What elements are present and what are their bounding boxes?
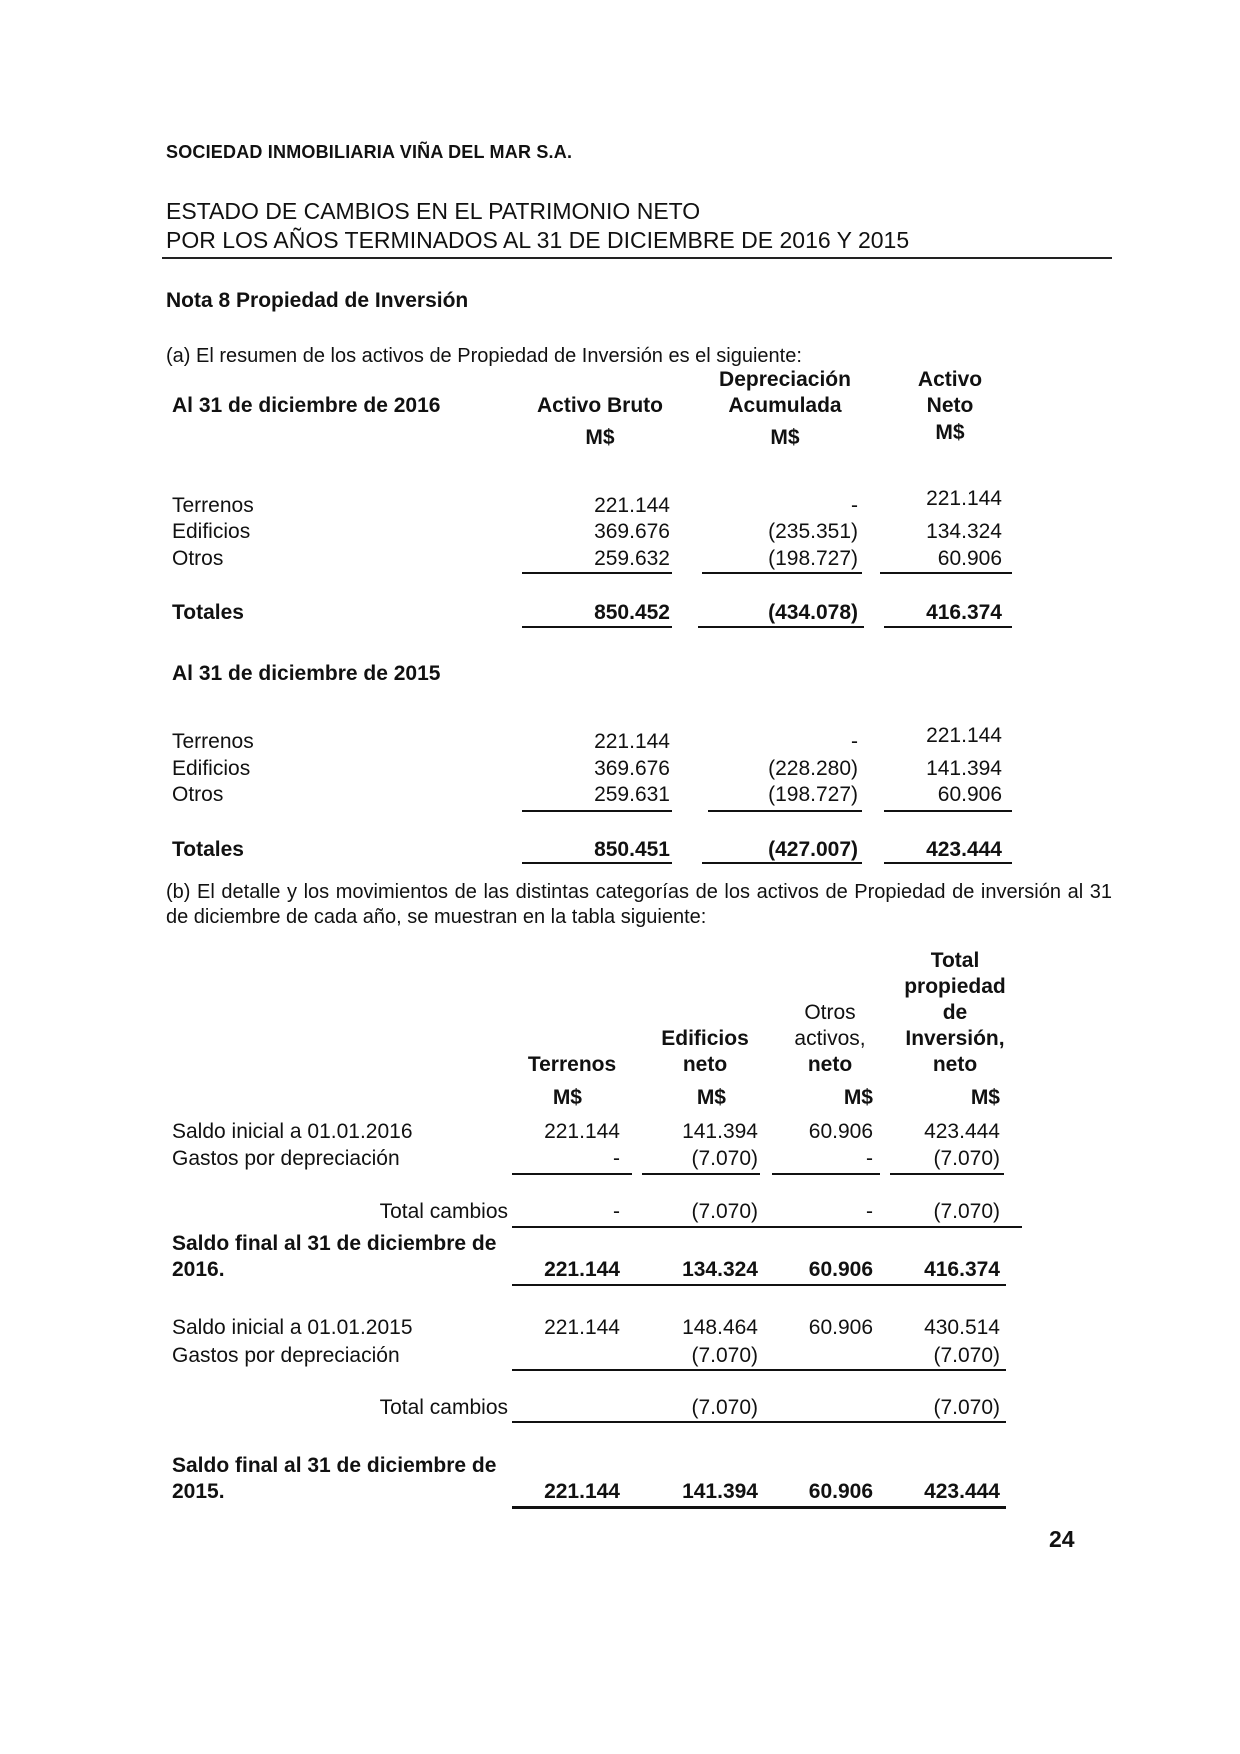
row-total-cambios-label: Total cambios [379,1200,508,1223]
cell-terrenos: 221.144 [544,1258,620,1281]
cell-edificios: (7.070) [691,1344,758,1367]
cell-otros: 60.906 [808,1316,873,1339]
col-header-total-4: Inversión, [905,1027,1005,1050]
col-header-total-5: neto [932,1053,978,1076]
cell-edificios: 134.324 [682,1258,758,1281]
col-unit-depreciacion: M$ [770,426,800,449]
cell-bruto: 369.676 [594,520,670,543]
cell-edificios: (7.070) [691,1200,758,1223]
col-header-total-1: Total [930,949,980,972]
col-unit-edificios: M$ [696,1086,726,1109]
cell-edificios: 141.394 [682,1120,758,1143]
cell-total: 416.374 [924,1258,1000,1281]
total-rule [522,626,672,628]
row-saldo-final-label-2: 2016. [172,1258,225,1281]
cell-terrenos: 221.144 [544,1480,620,1503]
cell-terrenos: - [613,1147,620,1170]
col-header-activo-neto-2: Neto [926,394,974,417]
col-unit-bruto: M$ [585,426,615,449]
cell-bruto: 259.631 [594,783,670,806]
subtotal-rule [880,572,1012,574]
cell-otros: 60.906 [808,1480,873,1503]
col-unit-otros: M$ [843,1086,873,1109]
cell-neto: 134.324 [926,520,1002,543]
col-unit-neto: M$ [935,421,965,444]
total-rule [698,626,864,628]
cell-terrenos: - [613,1200,620,1223]
total-rule [512,1284,1006,1286]
subtotal-rule [642,1173,760,1175]
statement-title-line2: POR LOS AÑOS TERMINADOS AL 31 DE DICIEMBRE DE 2016 Y 2015 [166,227,910,253]
col-header-otros-2: activos, [794,1027,866,1050]
cell-neto: 221.144 [926,487,1002,510]
cell-depreciacion: - [851,730,858,753]
total-rule [884,626,1012,628]
total-rule [522,862,672,864]
cell-neto: 60.906 [937,547,1002,570]
subtotal-rule [890,1173,1004,1175]
cell-depreciacion: (198.727) [768,783,858,806]
subtotal-rule [522,810,672,812]
page-number: 24 [1049,1526,1075,1552]
row-label: Edificios [172,520,251,543]
section-rule [512,1226,1022,1228]
cell-depreciacion: (235.351) [768,520,858,543]
row-label: Edificios [172,757,251,780]
totals-label: Totales [172,601,244,624]
row-total-cambios-label: Total cambios [379,1396,508,1419]
col-header-otros-3: neto [807,1053,853,1076]
subtotal-rule [512,1369,1006,1371]
cell-depreciacion: - [851,494,858,517]
row-saldo-inicial-label: Saldo inicial a 01.01.2015 [172,1316,413,1339]
subtotal-rule [512,1173,632,1175]
total-bruto: 850.451 [594,838,670,861]
cell-edificios: 141.394 [682,1480,758,1503]
cell-otros: - [866,1200,873,1223]
cell-otros: - [866,1147,873,1170]
col-header-activo-bruto: Activo Bruto [537,394,663,417]
total-depreciacion: (427.007) [768,838,858,861]
note-title: Nota 8 Propiedad de Inversión [166,289,469,312]
cell-total: 423.444 [924,1120,1000,1143]
subtotal-rule [772,1173,880,1175]
subtotal-rule [702,572,862,574]
total-rule [884,862,1012,864]
row-label: Otros [172,783,224,806]
cell-total: (7.070) [933,1147,1000,1170]
section-a-intro: (a) El resumen de los activos de Propiedad de Inversión es el siguiente: [166,345,802,367]
section-b-intro: (b) El detalle y los movimientos de las distintas categorías de los activos de Propiedad de inversión al 31 de diciembre de cada año, se muestran en la tabla siguiente: [166,881,1112,928]
total-depreciacion: (434.078) [768,601,858,624]
cell-edificios: 148.464 [682,1316,758,1339]
table-a-heading-2015: Al 31 de diciembre de 2015 [172,662,441,685]
row-gastos-label: Gastos por depreciación [172,1147,400,1170]
col-header-total-3: de [942,1001,968,1024]
subtotal-rule [522,572,672,574]
table-a-heading-2016: Al 31 de diciembre de 2016 [172,394,441,417]
row-gastos-label: Gastos por depreciación [172,1344,400,1367]
cell-terrenos: 221.144 [544,1316,620,1339]
col-header-edificios-1: Edificios [661,1027,749,1050]
cell-terrenos: 221.144 [544,1120,620,1143]
cell-edificios: (7.070) [691,1147,758,1170]
row-label: Otros [172,547,224,570]
cell-neto: 60.906 [937,783,1002,806]
cell-total: (7.070) [933,1396,1000,1419]
cell-depreciacion: (228.280) [768,757,858,780]
row-label: Terrenos [172,494,254,517]
cell-neto: 221.144 [926,724,1002,747]
cell-depreciacion: (198.727) [768,547,858,570]
col-header-depreciacion-2: Acumulada [728,394,842,417]
cell-bruto: 221.144 [594,730,670,753]
total-neto: 423.444 [926,838,1002,861]
row-saldo-final-label-1: Saldo final al 31 de diciembre de [172,1454,497,1477]
section-rule [512,1421,1006,1423]
cell-neto: 141.394 [926,757,1002,780]
col-header-total-2: propiedad [904,975,1006,998]
cell-total: 430.514 [924,1316,1000,1339]
col-unit-terrenos: M$ [552,1086,582,1109]
row-saldo-final-label-1: Saldo final al 31 de diciembre de [172,1232,497,1255]
header-divider [162,257,1112,259]
cell-bruto: 369.676 [594,757,670,780]
total-rule [702,862,862,864]
total-rule [512,1506,1006,1509]
col-header-edificios-2: neto [682,1053,728,1076]
total-neto: 416.374 [926,601,1002,624]
cell-bruto: 259.632 [594,547,670,570]
col-header-terrenos: Terrenos [527,1053,617,1076]
statement-title-line1: ESTADO DE CAMBIOS EN EL PATRIMONIO NETO [166,198,701,224]
cell-otros: 60.906 [808,1258,873,1281]
subtotal-rule [708,810,862,812]
cell-bruto: 221.144 [594,494,670,517]
cell-total: (7.070) [933,1200,1000,1223]
row-saldo-final-label-2: 2015. [172,1480,225,1503]
cell-total: (7.070) [933,1344,1000,1367]
subtotal-rule [884,810,1012,812]
cell-otros: 60.906 [808,1120,873,1143]
company-name: SOCIEDAD INMOBILIARIA VIÑA DEL MAR S.A. [166,142,573,162]
col-header-depreciacion-1: Depreciación [719,368,851,391]
cell-edificios: (7.070) [691,1396,758,1419]
col-header-activo-neto-1: Activo [917,368,983,391]
row-saldo-inicial-label: Saldo inicial a 01.01.2016 [172,1120,413,1143]
col-header-otros-1: Otros [804,1001,856,1024]
row-label: Terrenos [172,730,254,753]
cell-total: 423.444 [924,1480,1000,1503]
totals-label: Totales [172,838,244,861]
col-unit-total: M$ [970,1086,1000,1109]
total-bruto: 850.452 [594,601,670,624]
